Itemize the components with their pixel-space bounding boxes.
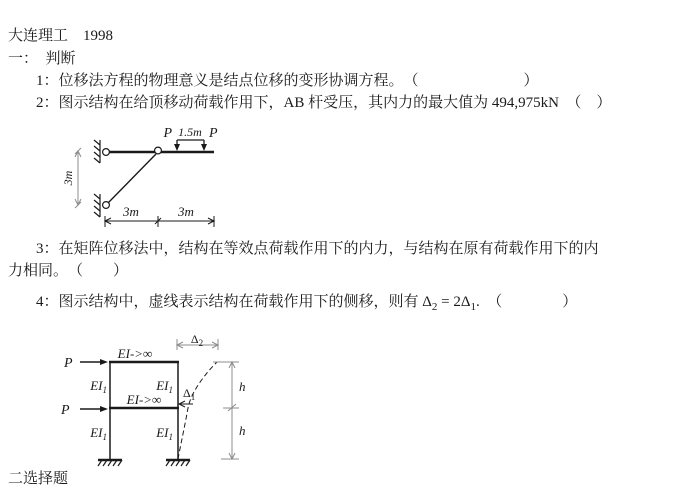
delta-2-subscript: 2 [431,301,438,313]
column-stiffness-upper-right: $EI_1$ [156,378,173,395]
lateral-load-mid [80,406,108,412]
column-stiffness-upper-left: $EI_1$ [90,378,107,395]
lateral-load-top-label: P [64,356,73,371]
load-left-label: P [163,126,172,141]
story-lower-label: h [239,423,246,438]
deflection-curve [178,362,217,459]
rigid-beam-top-label: EI->∞ [117,346,153,361]
dimension-bays [105,216,214,227]
delta-1-label: $\Delta_1$ [183,386,196,402]
dimension-bay-right-label: 3m [178,204,194,219]
load-spacing-label: 1.5m [178,125,202,139]
equals-2x: = 2 [437,294,461,310]
dimension-bay-left-label: 3m [123,204,139,219]
fixed-support-left [98,460,122,466]
column-stiffness-lower-left: $EI_1$ [90,425,107,442]
question-3-text-line2: 力相同。 （ ） [8,263,129,279]
diagram-two-story-frame [55,333,255,473]
diagonal-strut-member [108,154,156,203]
question-3-text-line1: 3：在矩阵位移法中，结构在等效点荷载作用下的内力，与结构在原有荷载作用下的内 [36,241,599,257]
delta-2-symbol: Δ [422,294,432,310]
section-heading-choice: 二选择题 [8,471,69,487]
question-4-text [36,293,577,316]
dimension-height [75,148,81,208]
load-arrows [174,140,207,151]
delta-1-symbol: Δ [460,294,471,310]
delta-1-subscript: 1 [470,301,477,313]
question-4-prefix: 4：图示结构中，虚线表示结构在荷载作用下的侧移，则有 [36,294,423,310]
page-title: 大连理工 1998 [8,28,114,44]
frame-columns [110,361,178,459]
lateral-load-mid-label: P [61,403,70,418]
lateral-load-top [80,359,108,365]
story-height-dimension [213,362,239,459]
rigid-beam-mid-label: EI->∞ [126,392,162,407]
question-2-text: 2：图示结构在给顶移动荷载作用下，AB 杆受压，其内力的最大值为 494,975kN （ ） [36,95,612,111]
section-heading-judge: 一： 判断 [8,51,76,67]
fixed-support-right [166,460,190,466]
pin-support-top [94,140,109,163]
diagram-moving-load-structure [30,120,285,235]
hinge-joint [155,147,162,154]
delta-2-label: $\Delta_2$ [190,332,204,348]
story-upper-label: h [239,379,246,394]
question-1-text: 1：位移法方程的物理意义是结点位移的变形协调方程。 （ ） [36,73,539,89]
load-right-label: P [209,126,218,141]
dimension-height-label: 3m [61,170,75,186]
column-stiffness-lower-right: $EI_1$ [156,425,173,442]
question-4-suffix: . （ ） [476,294,578,310]
pin-support-bottom [94,194,109,217]
